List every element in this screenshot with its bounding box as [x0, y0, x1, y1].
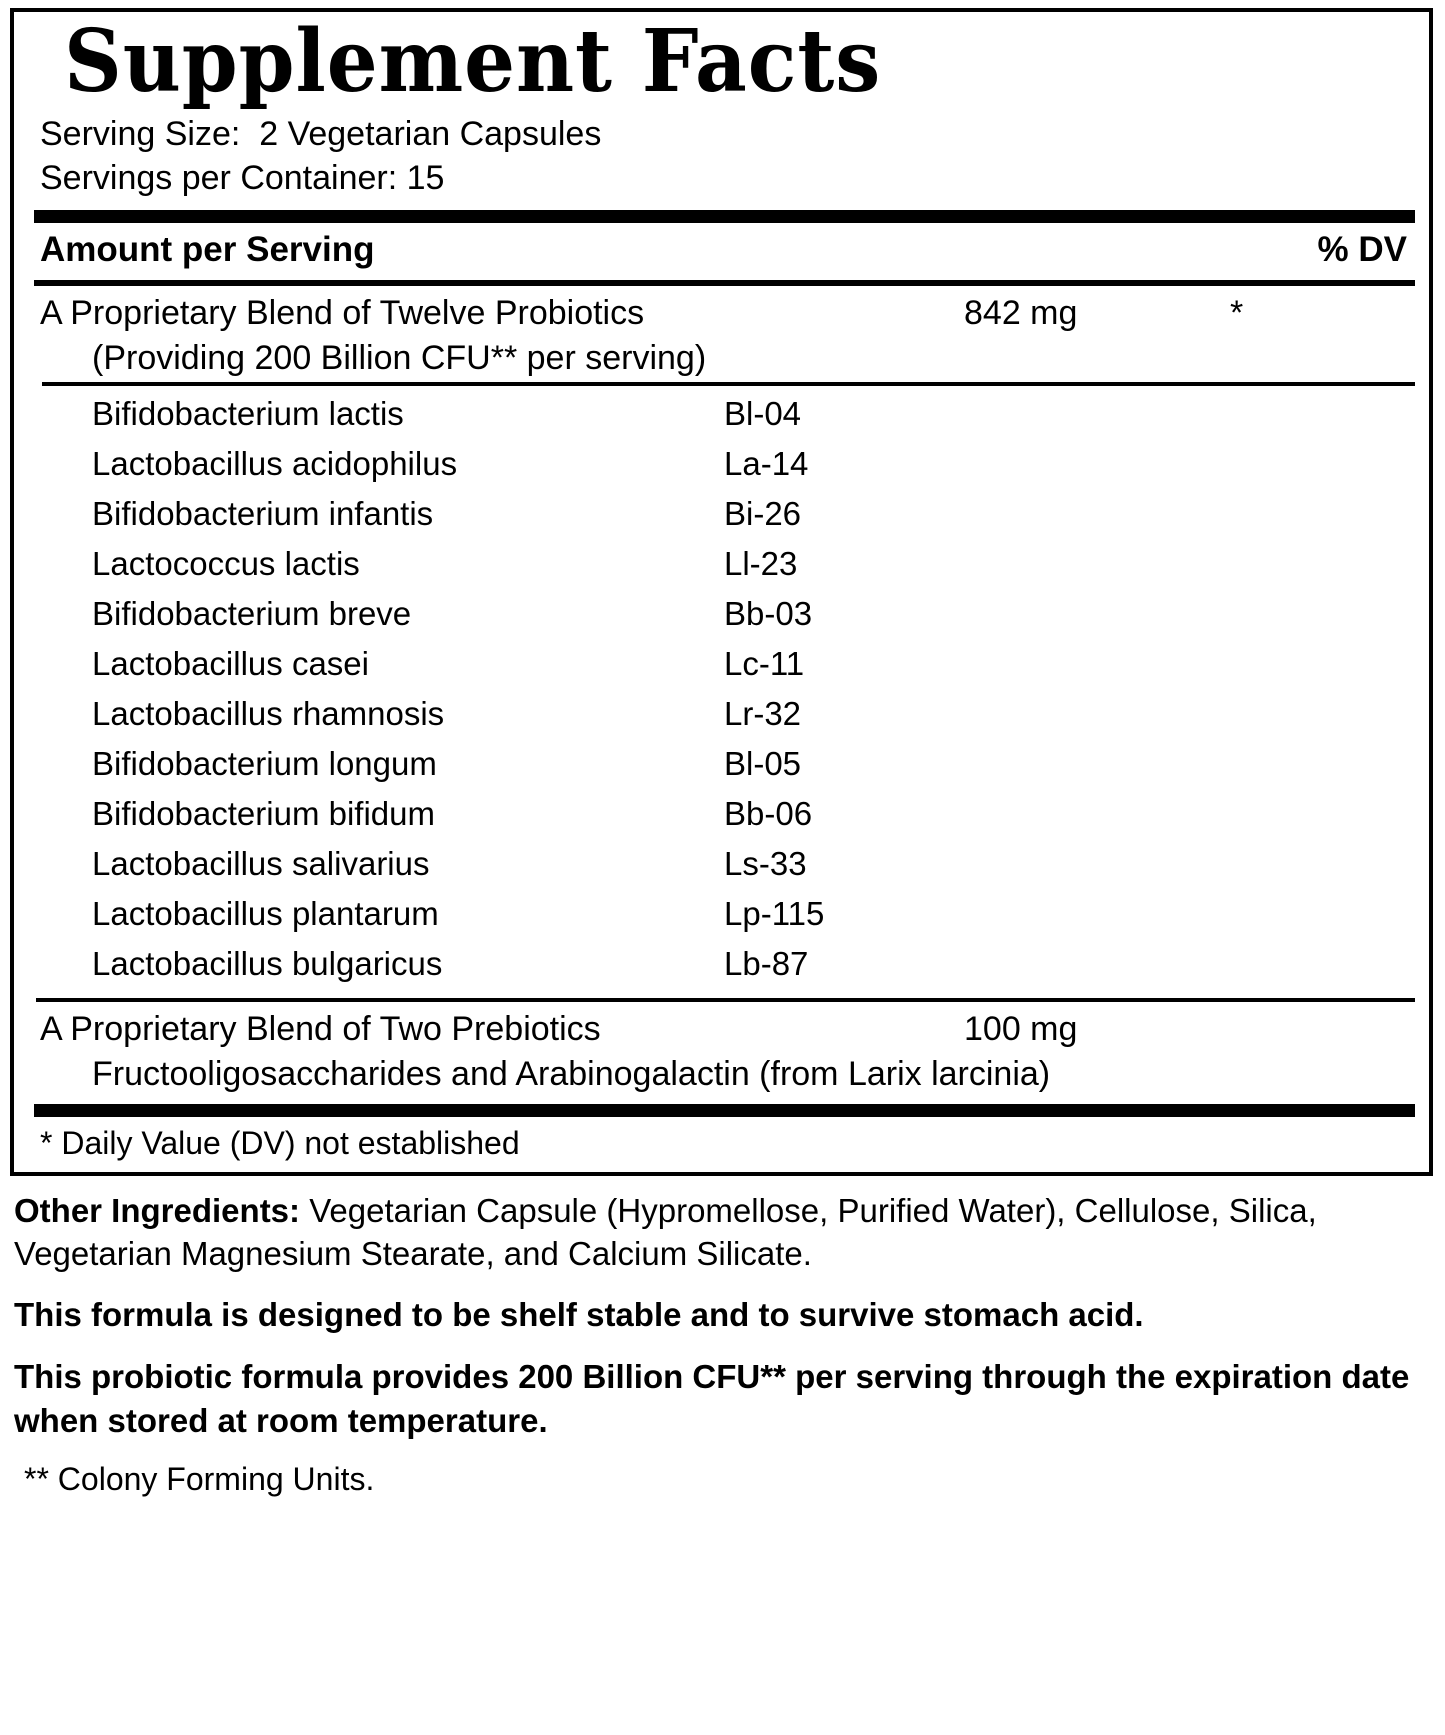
probiotic-blend-block — [34, 286, 1415, 378]
amount-per-serving-header — [34, 223, 1415, 274]
cfu-definition-note: ** Colony Forming Units. — [24, 1461, 375, 1498]
probiotic-blend-row — [34, 286, 1415, 333]
list-item — [34, 739, 1415, 789]
strain-code: Bi-26 — [724, 494, 802, 532]
strain-name: Bifidobacterium lactis — [92, 394, 404, 432]
other-ingredients-text: Vegetarian Capsule (Hypromellose, Purified Water), Cellulose, Silica, Vegetarian Magnesium Stearate, and Calcium Silicate. — [14, 1191, 1317, 1272]
probiotic-blend-name: A Proprietary Blend of Twelve Probiotics — [40, 293, 645, 332]
strain-name: Lactobacillus rhamnosis — [92, 694, 445, 732]
strain-name: Lactobacillus casei — [92, 644, 369, 682]
probiotic-blend-amount: 842 mg — [964, 293, 1078, 332]
page-title: Supplement Facts — [64, 11, 882, 112]
strain-code: La-14 — [724, 444, 809, 482]
list-item — [34, 489, 1415, 539]
prebiotic-blend-row — [34, 1002, 1415, 1049]
list-item — [34, 889, 1415, 939]
strain-code: Lr-32 — [724, 694, 802, 732]
divider-thick-top — [34, 210, 1415, 223]
strain-name: Lactobacillus plantarum — [92, 894, 439, 932]
below-panel-text — [10, 1176, 1433, 1498]
strain-code: Ls-33 — [724, 844, 807, 882]
strain-name: Bifidobacterium bifidum — [92, 794, 435, 832]
strain-code: Lp-115 — [724, 894, 825, 932]
prebiotic-blend-name: A Proprietary Blend of Two Prebiotics — [40, 1009, 601, 1048]
list-item — [34, 939, 1415, 989]
strain-code: Bb-03 — [724, 594, 813, 632]
servings-per-container-text: Servings per Container: 15 — [40, 159, 445, 198]
strain-name: Lactococcus lactis — [92, 544, 360, 582]
cfu-guarantee-note: This probiotic formula provides 200 Billion CFU** per serving through the expiration date when stored at room temperature. — [14, 1358, 1410, 1440]
daily-value-footnote: * Daily Value (DV) not established — [40, 1124, 520, 1161]
strain-name: Bifidobacterium breve — [92, 594, 412, 632]
strain-code: Bl-04 — [724, 394, 802, 432]
amount-per-serving-label: Amount per Serving — [40, 229, 375, 269]
list-item — [34, 589, 1415, 639]
probiotic-blend-subtitle: (Providing 200 Billion CFU** per serving) — [92, 338, 707, 377]
list-item — [34, 639, 1415, 689]
strain-code: Lc-11 — [724, 644, 805, 682]
other-ingredients-label: Other Ingredients: — [14, 1191, 301, 1229]
strain-code: Bb-06 — [724, 794, 813, 832]
serving-size-text: Serving Size: 2 Vegetarian Capsules — [40, 115, 602, 154]
divider-thick-bottom — [34, 1104, 1415, 1117]
list-item — [34, 789, 1415, 839]
list-item — [34, 839, 1415, 889]
strain-name: Lactobacillus bulgaricus — [92, 944, 443, 982]
list-item — [34, 439, 1415, 489]
other-ingredients-paragraph — [14, 1190, 1429, 1276]
supplement-facts-panel — [10, 8, 1433, 1176]
strain-list — [34, 386, 1415, 993]
list-item — [34, 689, 1415, 739]
shelf-stable-note: This formula is designed to be shelf stable and to survive stomach acid. — [14, 1296, 1144, 1334]
prebiotic-blend-amount: 100 mg — [964, 1009, 1078, 1048]
prebiotic-blend-subtitle: Fructooligosaccharides and Arabinogalactin (from Larix larcinia) — [92, 1054, 1051, 1093]
percent-dv-label: % DV — [1317, 229, 1407, 269]
probiotic-blend-dv: * — [1230, 293, 1244, 332]
list-item — [34, 539, 1415, 589]
strain-name: Lactobacillus acidophilus — [92, 444, 458, 482]
strain-code: Bl-05 — [724, 744, 802, 782]
strain-name: Bifidobacterium longum — [92, 744, 437, 782]
strain-code: Ll-23 — [724, 544, 798, 582]
strain-name: Bifidobacterium infantis — [92, 494, 434, 532]
list-item — [34, 389, 1415, 439]
prebiotic-blend-block — [34, 1002, 1415, 1098]
strain-code: Lb-87 — [724, 944, 809, 982]
strain-name: Lactobacillus salivarius — [92, 844, 430, 882]
